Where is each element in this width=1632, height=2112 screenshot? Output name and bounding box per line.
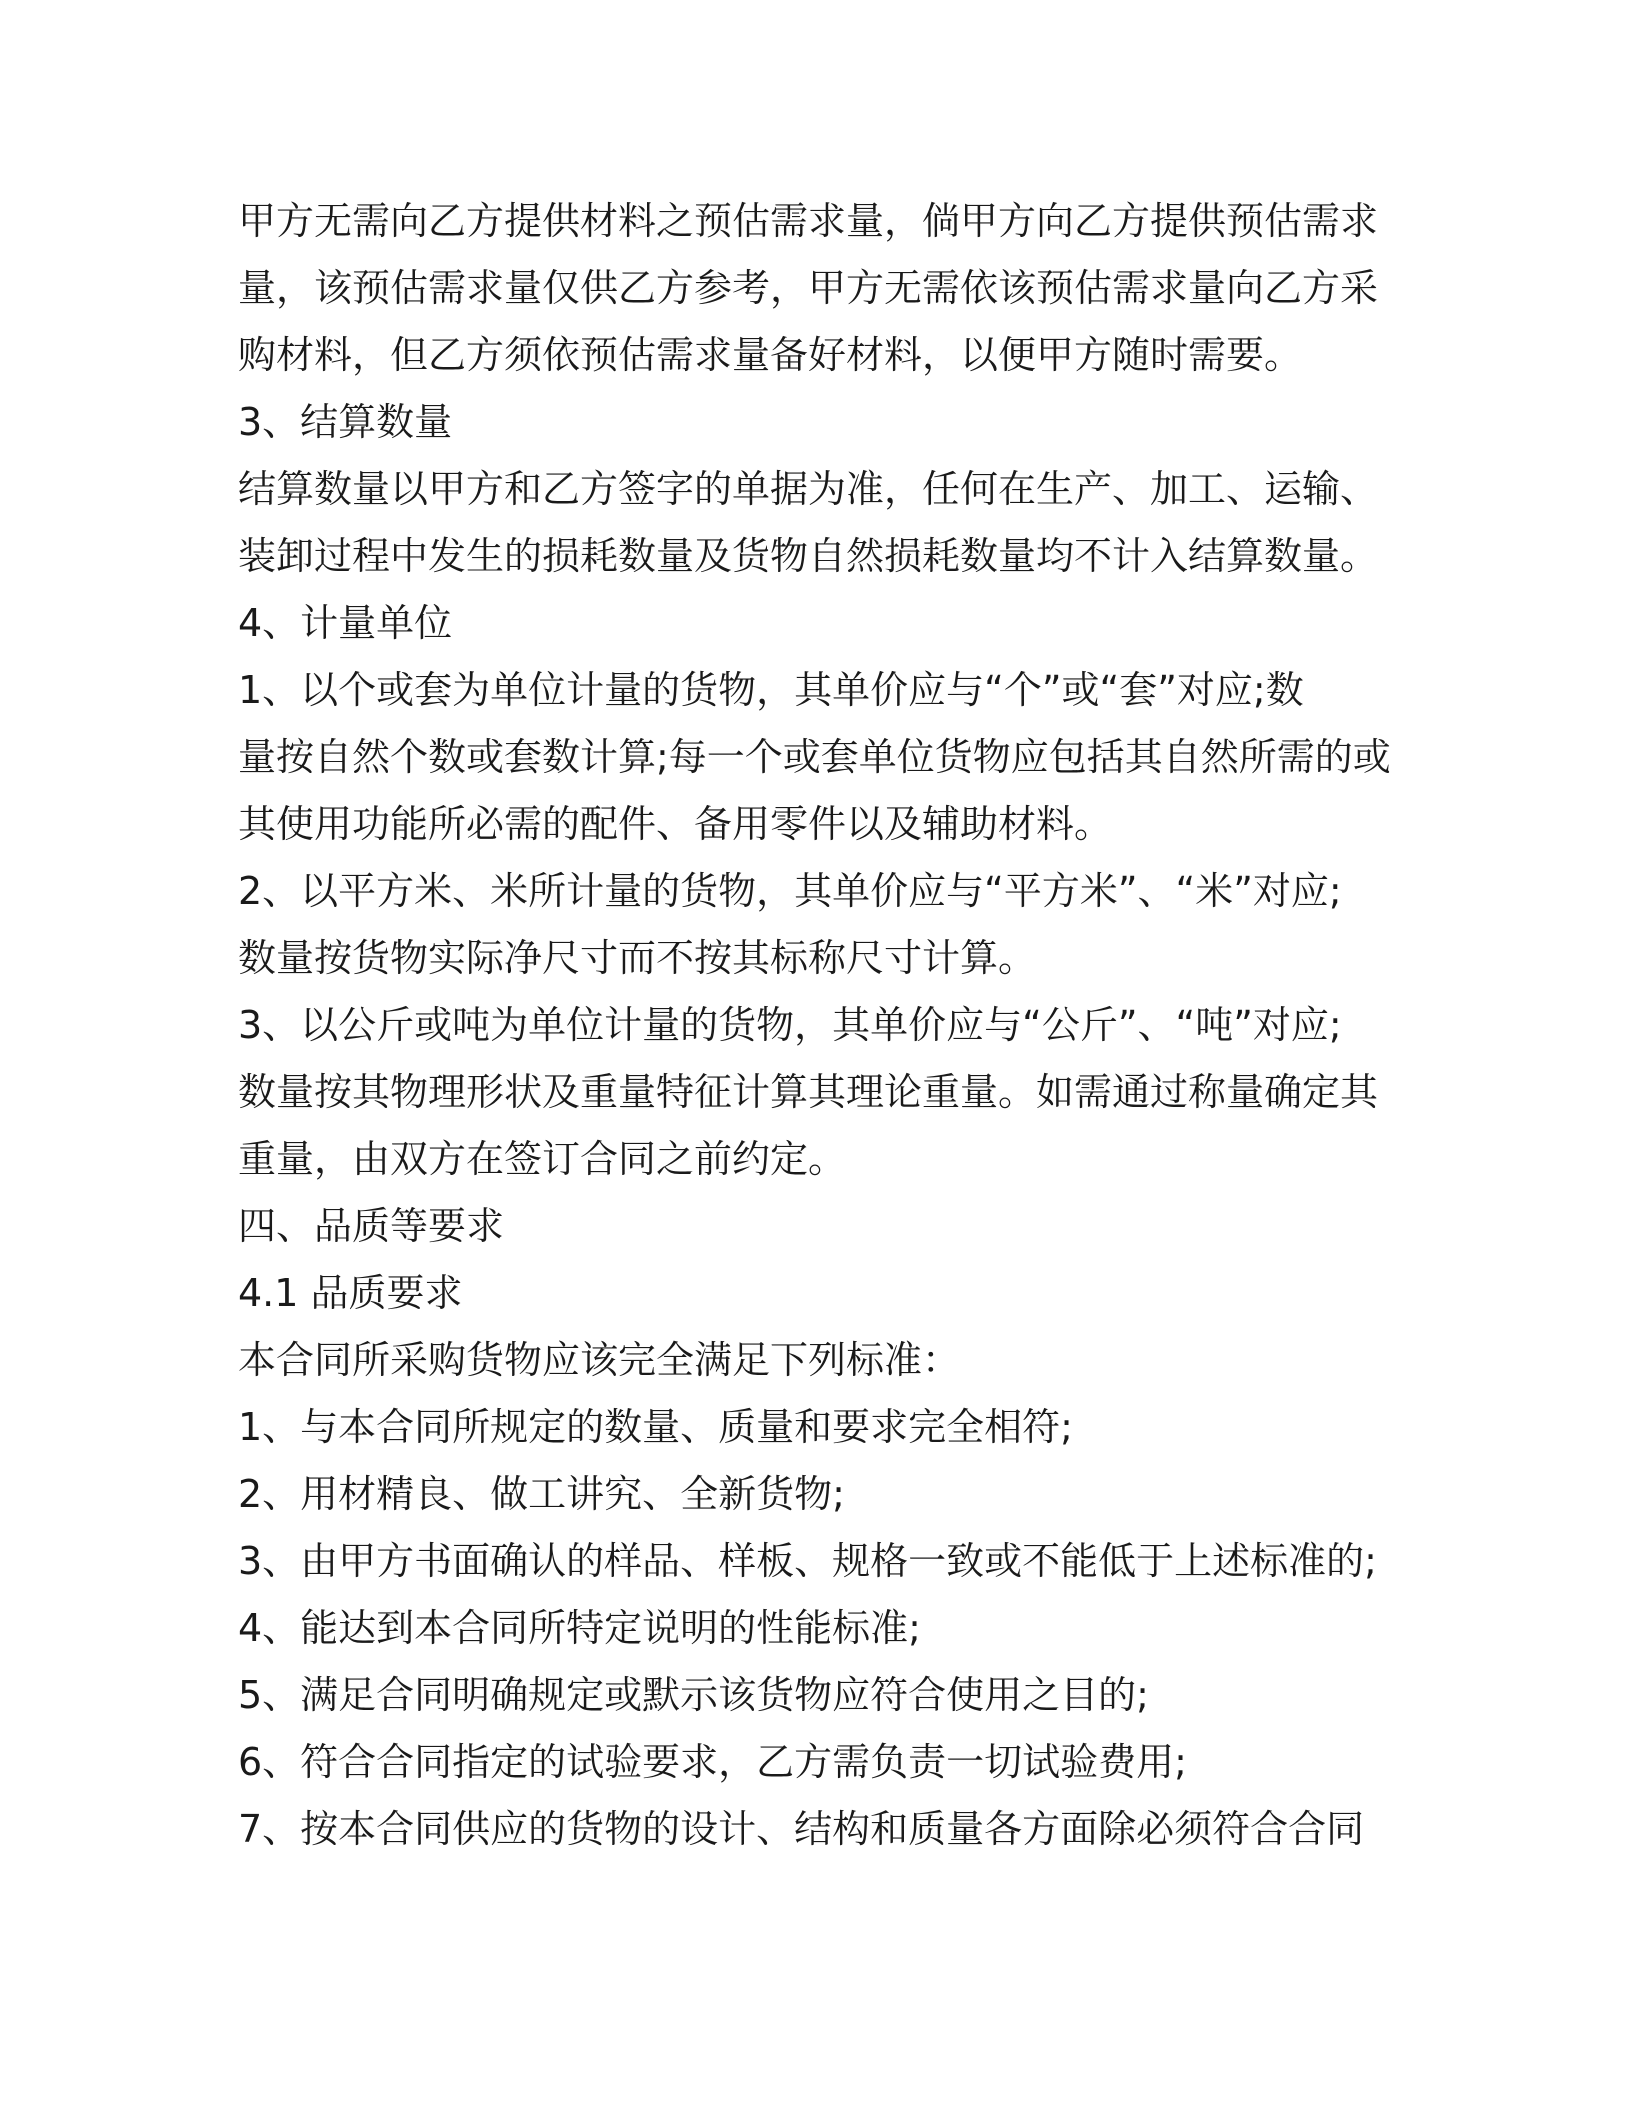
text-line: 装卸过程中发生的损耗数量及货物自然损耗数量均不计入结算数量。 [238,534,1379,578]
text-line: 甲方无需向乙方提供材料之预估需求量，倘甲方向乙方提供预估需求 [238,199,1379,243]
text-line: 其使用功能所必需的配件、备用零件以及辅助材料。 [238,802,1113,846]
list-item: 3、由甲方书面确认的样品、样板、规格一致或不能低于上述标准的; [238,1539,1377,1583]
text-line: 3、以公斤或吨为单位计量的货物，其单价应与“公斤”、“吨”对应; [238,1003,1342,1047]
text-line: 结算数量以甲方和乙方签字的单据为准，任何在生产、加工、运输、 [238,467,1379,511]
section-heading: 4.1 品质要求 [238,1271,463,1315]
section-heading: 四、品质等要求 [238,1204,505,1248]
list-item: 6、符合合同指定的试验要求，乙方需负责一切试验费用; [238,1740,1187,1784]
list-item: 7、按本合同供应的货物的设计、结构和质量各方面除必须符合合同 [238,1807,1365,1851]
text-line: 数量按其物理形状及重量特征计算其理论重量。如需通过称量确定其 [238,1070,1379,1114]
document-body [238,188,1398,1863]
text-line: 量按自然个数或套数计算;每一个或套单位货物应包括其自然所需的或 [238,735,1391,779]
text-line: 本合同所采购货物应该完全满足下列标准： [238,1338,961,1382]
section-heading: 4、计量单位 [238,601,453,645]
list-item: 2、用材精良、做工讲究、全新货物; [238,1472,845,1516]
list-item: 1、与本合同所规定的数量、质量和要求完全相符; [238,1405,1073,1449]
text-line: 量，该预估需求量仅供乙方参考，甲方无需依该预估需求量向乙方采 [238,266,1379,310]
text-line: 1、以个或套为单位计量的货物，其单价应与“个”或“套”对应;数 [238,668,1304,712]
list-item: 5、满足合同明确规定或默示该货物应符合使用之目的; [238,1673,1149,1717]
section-heading: 3、结算数量 [238,400,453,444]
text-line: 数量按货物实际净尺寸而不按其标称尺寸计算。 [238,936,1037,980]
list-item: 4、能达到本合同所特定说明的性能标准; [238,1606,921,1650]
text-line: 2、以平方米、米所计量的货物，其单价应与“平方米”、“米”对应; [238,869,1342,913]
text-line: 购材料，但乙方须依预估需求量备好材料，以便甲方随时需要。 [238,333,1303,377]
text-line: 重量，由双方在签订合同之前约定。 [238,1137,847,1181]
